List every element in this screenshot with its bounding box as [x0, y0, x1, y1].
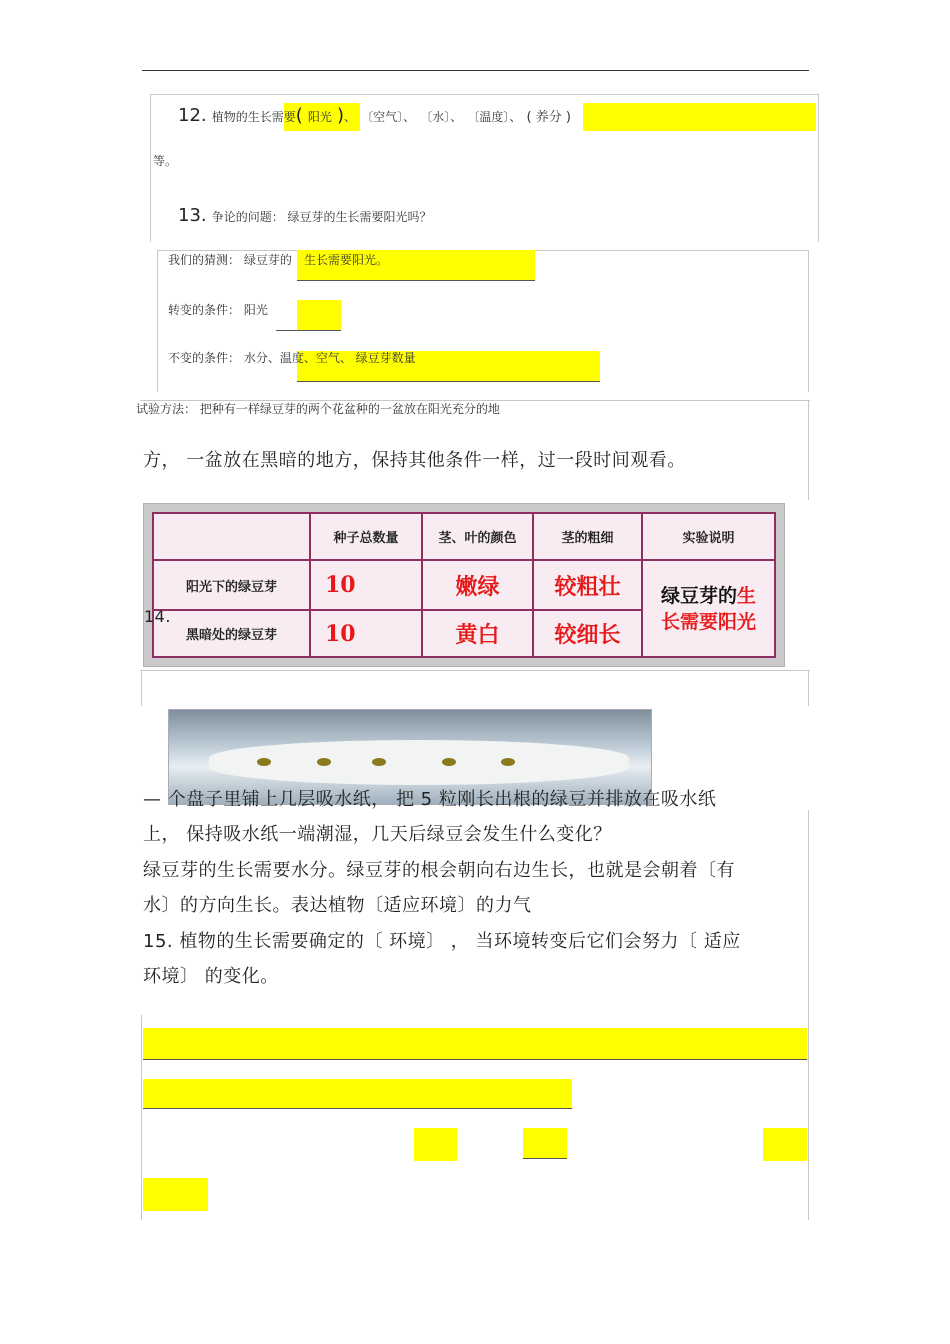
frame-left	[150, 94, 151, 242]
table-note-red-2: 长需要阳光	[660, 610, 756, 633]
bottom-underline-4	[523, 1158, 567, 1159]
divider-after-table	[140, 670, 810, 671]
table-header-thickness: 茎的粗细	[534, 514, 643, 561]
q15-line-1: 15. 植物的生长需要确定的〔 环境〕 ， 当环境转变后它们会努力〔 适应	[143, 931, 741, 952]
q13-line	[178, 205, 432, 226]
q12-sep-1: 、	[344, 110, 357, 124]
table-header-color: 茎、叶的颜色	[423, 514, 534, 561]
guess-answer: 生长需要阳光。	[304, 253, 389, 267]
table-note-cell	[643, 561, 774, 656]
q12-answer-1: 阳光	[307, 110, 332, 124]
q12-sep-4: 、	[509, 110, 522, 124]
frame-top	[150, 94, 818, 95]
bottom-highlight-4	[523, 1128, 567, 1158]
mung-bean-1	[257, 758, 271, 766]
q12-highlight-2	[583, 103, 816, 131]
change-underline	[276, 330, 341, 331]
table-row-1-color: 嫩绿	[423, 561, 534, 611]
bottom-highlight-1	[143, 1028, 807, 1060]
q12-tail: 等。	[153, 154, 178, 168]
q12-answer-4: 〔温度〕	[467, 110, 510, 124]
bottom-underline-2	[143, 1108, 572, 1109]
q14-line-1: — 个盘子里铺上几层吸水纸， 把 5 粒刚长出根的绿豆并排放在吸水纸	[143, 789, 717, 810]
subbox-right	[808, 250, 809, 392]
q12-line	[178, 105, 571, 126]
guess-underline	[297, 280, 535, 281]
mung-bean-5	[501, 758, 515, 766]
frame-right	[818, 94, 819, 242]
q12-text: 植物的生长需要	[211, 110, 296, 124]
guess-label: 我们的猜测： 绿豆芽的	[168, 253, 292, 267]
same-underline	[297, 381, 600, 382]
absorbent-paper	[209, 740, 629, 785]
table-row-2-color: 黄白	[423, 611, 534, 656]
table-row-1-thickness: 较粗壮	[534, 561, 643, 611]
q12-sep-3: 、	[450, 110, 463, 124]
bottom-highlight-3	[414, 1128, 457, 1161]
results-table-image	[143, 503, 785, 667]
subbox-left	[157, 250, 158, 392]
table-note-red-1: 生	[737, 584, 757, 607]
bottom-highlight-2	[143, 1079, 572, 1108]
q12-answer-2: 〔空气〕	[361, 110, 404, 124]
q13-text: 争论的问题： 绿豆芽的生长需要阳光吗？	[211, 210, 432, 224]
method-line-1: 试验方法： 把种有一样绿豆芽的两个花盆种的一盆放在阳光充分的地	[136, 402, 500, 416]
frame-lower-left	[141, 1015, 142, 1220]
table-row-2-label: 黑暗处的绿豆芽	[154, 611, 311, 656]
q12-answer-5: ( 养分 )	[526, 110, 571, 125]
q14-number: 14.	[144, 607, 171, 626]
table-row-1-count: 10	[311, 561, 423, 611]
method-right	[808, 400, 809, 500]
mung-bean-2	[317, 758, 331, 766]
q14-line-2: 上， 保持吸水纸一端潮湿，几天后绿豆会发生什么变化？	[143, 824, 612, 845]
bottom-highlight-5	[763, 1128, 807, 1161]
same-label: 不变的条件： 水分、温度、空气、 绿豆芽数量	[168, 351, 416, 365]
q12-answer-3: 〔水〕	[420, 110, 451, 124]
table-row-2-thickness: 较细长	[534, 611, 643, 656]
top-rule	[142, 70, 809, 71]
frame-mid-right	[808, 670, 809, 706]
table-header-empty	[154, 514, 311, 561]
change-highlight	[297, 300, 341, 330]
table-header-count: 种子总数量	[311, 514, 423, 561]
frame-lower-right	[808, 810, 809, 1220]
change-label: 转变的条件： 阳光	[168, 303, 268, 317]
results-table	[152, 512, 776, 658]
q13-number: 13.	[178, 205, 207, 226]
frame-mid-left	[141, 670, 142, 706]
q12-paren-open: (	[295, 105, 303, 126]
table-row-1-label: 阳光下的绿豆芽	[154, 561, 311, 611]
q12-paren-close: )	[336, 105, 345, 126]
mung-bean-3	[372, 758, 386, 766]
q14-line-3: 绿豆芽的生长需要水分。绿豆芽的根会朝向右边生长，也就是会朝着〔有	[143, 860, 735, 881]
table-header-note: 实验说明	[643, 514, 774, 561]
method-line-2: 方， 一盆放在黑暗的地方，保持其他条件一样，过一段时间观看。	[143, 450, 686, 471]
bottom-highlight-6	[143, 1178, 208, 1211]
table-row-2-count: 10	[311, 611, 423, 656]
q15-line-2: 环境〕 的变化。	[143, 966, 279, 987]
bottom-underline-1	[143, 1059, 807, 1060]
table-note-black: 绿豆芽的	[660, 584, 737, 607]
mung-bean-4	[442, 758, 456, 766]
q12-number: 12.	[178, 105, 207, 126]
q14-line-4: 水〕的方向生长。表达植物〔适应环境〕的力气	[143, 895, 532, 916]
q12-sep-2: 、	[403, 110, 416, 124]
